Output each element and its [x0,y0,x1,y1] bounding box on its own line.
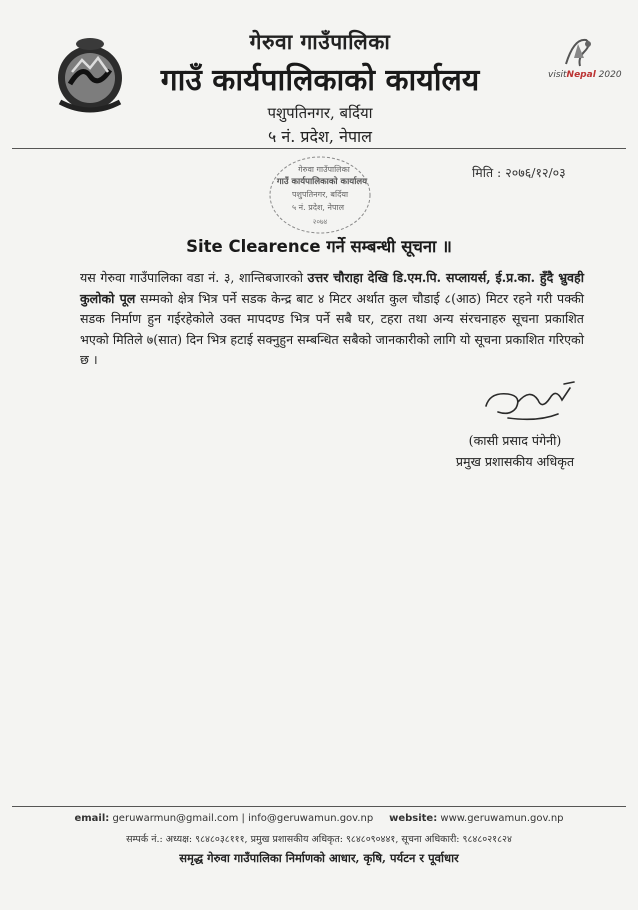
notice-body-location: उत्तर चौराहा देखि डि.एम.पि. सप्लायर्स, ई.प्र.का. हुँदै भ्रुवही कुलोको पूल [80,270,585,306]
email-value[interactable]: geruwarmun@gmail.com | info@geruwamun.gov.np [112,813,374,824]
stamp-line-3: पशुपतिनगर, बर्दिया [291,190,349,199]
date-label: मिति : [472,165,502,180]
visit-nepal-logo [548,30,610,92]
stamp-line-1: गेरुवा गाउँपालिका [298,165,350,174]
signatory-block [440,430,590,472]
footer-slogan: समृद्ध गेरुवा गाउँपालिका निर्माणको आधार, कृषि, पर्यटन र पूर्वाधार [179,851,459,865]
date-line [472,164,566,181]
footer-contact-web [0,813,638,824]
notice-subject: Site Clearence गर्ने सम्बन्धी सूचना ॥ [186,237,452,256]
office-address: पशुपतिनगर, बर्दिया [267,104,373,122]
stamp-line-2: गाउँ कार्यपालिकाको कार्यालय [276,177,368,187]
signatory-name: (कासी प्रसाद पंगेनी) [468,433,562,448]
visit-nepal-text: visitNepal 2020 [548,70,622,80]
org-name: गेरुवा गाउँपालिका [249,29,391,54]
website-value[interactable]: www.geruwamun.gov.np [440,813,564,824]
stamp-line-4: ५ नं. प्रदेश, नेपाल [291,203,345,212]
notice-body-part-2: सम्मको क्षेत्र भित्र पर्ने सडक केन्द्र बाट ४ मिटर अर्थात कुल चौडाई ८(आठ) मिटर रहने गरी पक्की सडक निर्माण हुन गईरहेकोले उक्त मापदण्ड भित्र पर्ने सबै घर, टहरा तथा अन्य संरचनाहरु सूचना प्रकाशित भएको मितिले ७(सात) दिन भित्र हटाई सक्नुहुन सम्बन्धित सबैको जानकारीको लागि यो सूचना प्रकाशित गरिएको छ । [80,290,585,368]
notice-body [80,268,584,371]
email-label: email: [74,813,110,824]
header-divider [12,148,626,149]
signature-mark [478,378,588,426]
footer-phone-numbers: सम्पर्क नं.: अध्यक्ष: ९८४८०३८१११, प्रमुख प्रशासकीय अधिकृत: ९८४८०९०४४१, सूचना अधिकारी: ९८४८०२१८२४ [126,834,512,845]
stamp-line-5: २०७४ [312,218,328,226]
footer-divider [12,806,626,807]
date-value: २०७६/१२/०३ [505,165,566,180]
letterhead [130,28,510,147]
nepal-government-emblem [48,32,132,116]
website-label: website: [389,813,438,824]
notice-body-part-1: यस गेरुवा गाउँपालिका वडा नं. ३, शान्तिबजारको [80,270,308,285]
signatory-title: प्रमुख प्रशासकीय अधिकृत [455,454,575,469]
office-name: गाउँ कार्यपालिकाको कार्यालय [160,63,480,98]
office-stamp [264,152,376,238]
office-province: ५ नं. प्रदेश, नेपाल [267,127,373,146]
